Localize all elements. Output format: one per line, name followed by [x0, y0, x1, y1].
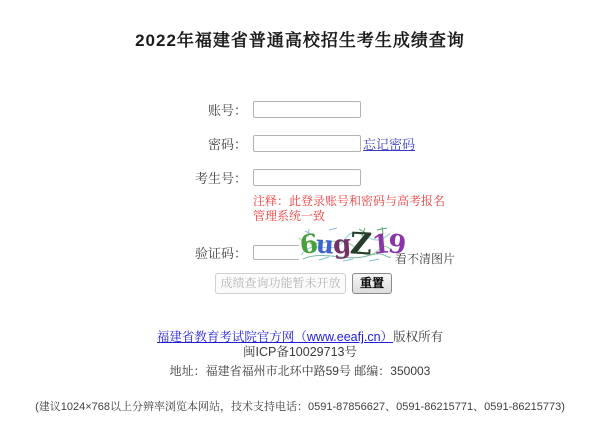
captcha-label: 验证码： — [194, 246, 247, 261]
address-line: 地址：福建省福州市北环中路59号 邮编：350003 — [169, 364, 431, 378]
query-disabled-button[interactable]: 成绩查询功能暂未开放 — [215, 273, 346, 294]
account-input[interactable] — [253, 101, 361, 118]
copyright-text: 版权所有 — [393, 330, 444, 344]
password-label: 密码： — [207, 137, 247, 152]
candidate-number-label: 考生号： — [194, 171, 247, 186]
candidate-number-row — [177, 168, 361, 187]
resolution-support-note: (建议1024×768以上分辨率浏览本网站，技术支持电话：0591-87856627、0591-86215771、0591-86215773) — [35, 401, 565, 413]
account-row — [177, 100, 361, 119]
icp-record-number: 闽ICP备10029713号 — [243, 345, 357, 359]
captcha-code: 6 u g Z 1 9 — [298, 226, 409, 263]
page-title: 2022年福建省普通高校招生考生成绩查询 — [135, 31, 465, 50]
account-label: 账号： — [207, 103, 247, 118]
captcha-row — [177, 243, 307, 262]
password-input[interactable] — [253, 135, 361, 152]
forgot-password-link[interactable]: 忘记密码 — [363, 137, 416, 152]
password-row — [177, 134, 415, 153]
captcha-refresh-hint[interactable]: 看不清图片 — [395, 252, 456, 266]
candidate-number-input[interactable] — [253, 169, 361, 186]
captcha-image[interactable] — [298, 226, 409, 263]
official-site-link[interactable]: 福建省教育考试院官方网（www.eeafj.cn） — [156, 330, 394, 344]
login-note: 注释：此登录账号和密码与高考报名管理系统一致 — [253, 194, 446, 223]
reset-button[interactable]: 重置 — [352, 273, 392, 294]
